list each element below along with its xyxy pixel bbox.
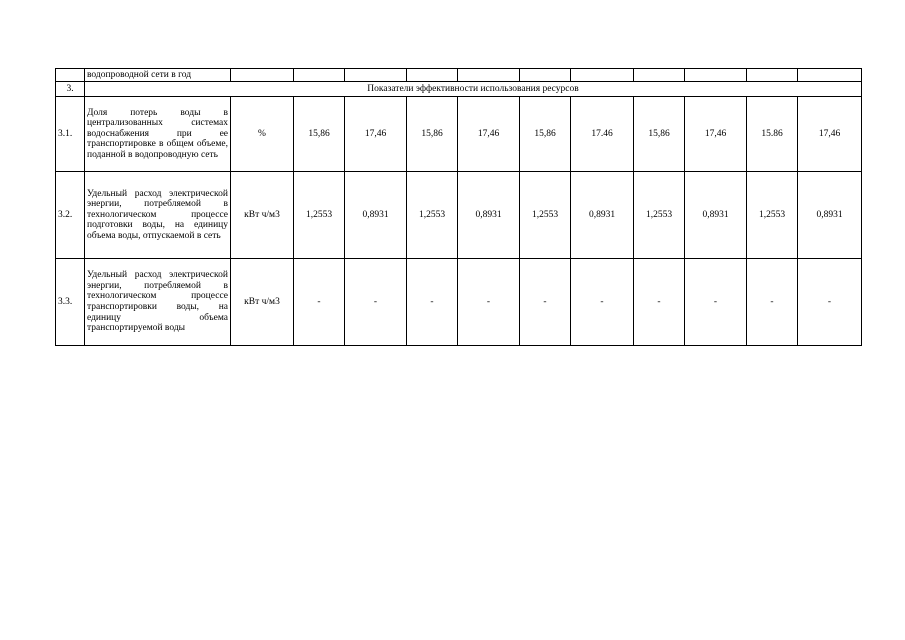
value-cell: 0,8931 [571,172,634,259]
value-cell: - [747,259,798,346]
value-cell [294,69,345,82]
value-cell [520,69,571,82]
value-cell [747,69,798,82]
indicator-name-cell [85,259,231,346]
value-cell: 0,8931 [345,172,407,259]
value-cell: 1,2553 [634,172,685,259]
value-cell: 15,86 [520,97,571,172]
row-number: 3.3. [56,259,85,346]
row-number: 3.1. [56,97,85,172]
indicator-name: Доля потерь воды в централизованных системах водоснабжения при ее транспортировке в общем объеме, поданной в водопроводную сеть [87,107,228,160]
value-cell: 15.86 [747,97,798,172]
row-number: 3.2. [56,172,85,259]
value-cell: - [571,259,634,346]
value-cell [407,69,458,82]
table-row [56,97,862,172]
section-number: 3. [56,82,85,97]
value-cell: 15,86 [294,97,345,172]
value-cell: 1,2553 [294,172,345,259]
value-cell [798,69,862,82]
value-cell: - [294,259,345,346]
value-cell [634,69,685,82]
value-cell: - [345,259,407,346]
unit-cell: % [231,97,294,172]
value-cell [685,69,747,82]
value-cell: 17,46 [345,97,407,172]
value-cell: 17,46 [685,97,747,172]
value-cell: 15,86 [407,97,458,172]
num-cell [56,69,85,82]
value-cell: - [634,259,685,346]
name-cell [85,69,231,82]
indicator-name-cell [85,97,231,172]
indicator-name: Удельный расход электрической энергии, потребляемой в технологическом процессе подготовки воды, на единицу объема воды, отпускаемой в сеть [87,188,228,241]
unit-cell: кВт ч/м3 [231,259,294,346]
value-cell [345,69,407,82]
value-cell [571,69,634,82]
value-cell: 17,46 [798,97,862,172]
unit-cell: кВт ч/м3 [231,172,294,259]
value-cell: - [458,259,520,346]
value-cell: - [520,259,571,346]
value-cell: 1,2553 [407,172,458,259]
value-cell: 17.46 [571,97,634,172]
value-cell: 0,8931 [798,172,862,259]
value-cell: 15,86 [634,97,685,172]
indicator-name: водопроводной сети в год [87,69,192,80]
value-cell: 17,46 [458,97,520,172]
unit-cell [231,69,294,82]
indicators-table [55,68,862,346]
value-cell: - [407,259,458,346]
value-cell: 0,8931 [458,172,520,259]
value-cell: 1,2553 [520,172,571,259]
section-header-row [56,82,862,97]
value-cell: - [798,259,862,346]
table-row [56,259,862,346]
indicator-name-cell [85,172,231,259]
value-cell: 1,2553 [747,172,798,259]
value-cell: 0,8931 [685,172,747,259]
indicator-name: Удельный расход электрической энергии, потребляемой в технологическом процессе транспортировки воды, на единицу объема транспортируемой воды [87,270,228,334]
table-row-continued [56,69,862,82]
table-row [56,172,862,259]
value-cell: - [685,259,747,346]
section-title: Показатели эффективности использования ресурсов [85,82,862,97]
value-cell [458,69,520,82]
